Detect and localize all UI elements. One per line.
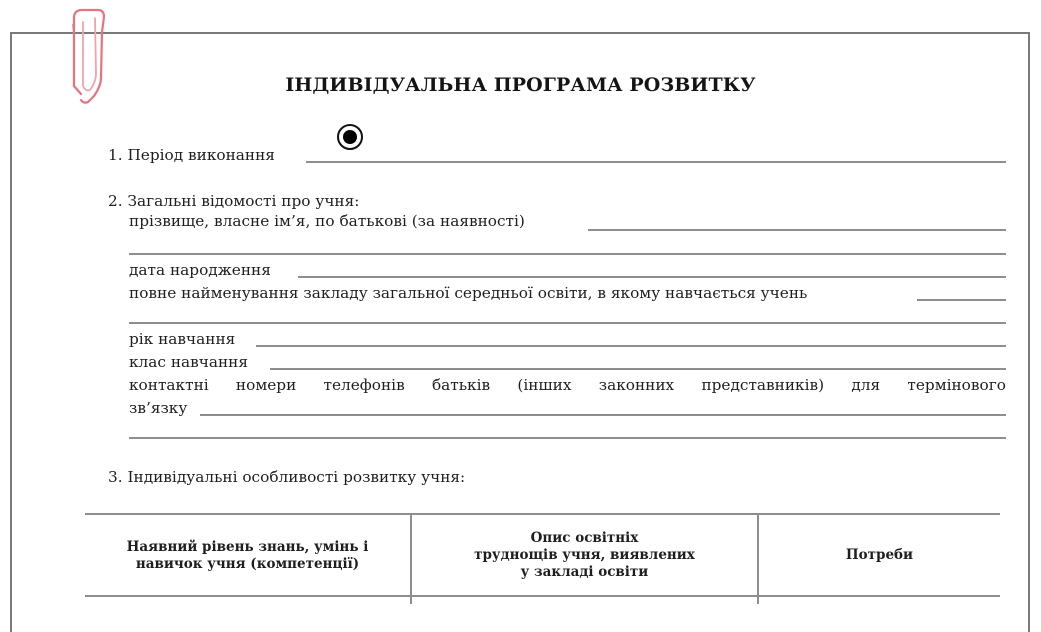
radio-cursor-icon — [337, 124, 363, 150]
table-header-needs: Потреби — [845, 547, 914, 563]
contacts-label-cont: зв’язку — [129, 399, 191, 417]
study-year-field[interactable] — [256, 345, 1006, 347]
full-name-field-line2[interactable] — [129, 253, 1006, 255]
contacts-field-line2[interactable] — [129, 437, 1006, 439]
school-name-label: повне найменування закладу загальної середньої освіти, в якому навчається учень — [129, 284, 811, 302]
development-table — [85, 513, 1000, 604]
table-header-competencies: Наявний рівень знань, умінь і навичок учня (компетенції) — [126, 538, 369, 572]
class-field[interactable] — [270, 368, 1006, 370]
period-label: 1. Період виконання — [108, 146, 279, 164]
document-title: ІНДИВІДУАЛЬНА ПРОГРАМА РОЗВИТКУ — [285, 74, 756, 96]
period-field[interactable] — [306, 161, 1006, 163]
full-name-field[interactable] — [588, 229, 1006, 231]
full-name-label: прізвище, власне ім’я, по батькові (за наявності) — [129, 212, 529, 230]
paperclip-icon — [68, 4, 112, 106]
general-info-heading: 2. Загальні відомості про учня: — [108, 192, 363, 210]
birth-date-field[interactable] — [298, 276, 1006, 278]
study-year-label: рік навчання — [129, 330, 239, 348]
class-label: клас навчання — [129, 353, 252, 371]
school-name-field[interactable] — [917, 299, 1006, 301]
birth-date-label: дата народження — [129, 261, 275, 279]
development-features-heading: 3. Індивідуальні особливості розвитку учня: — [108, 468, 469, 486]
contacts-label: контактні номери телефонів батьків (інших законних представників) для термінового — [129, 376, 1006, 394]
table-header-difficulties: Опис освітніх труднощів учня, виявлених у закладі освіти — [474, 530, 695, 580]
contacts-field[interactable] — [200, 414, 1006, 416]
school-name-field-line2[interactable] — [129, 322, 1006, 324]
